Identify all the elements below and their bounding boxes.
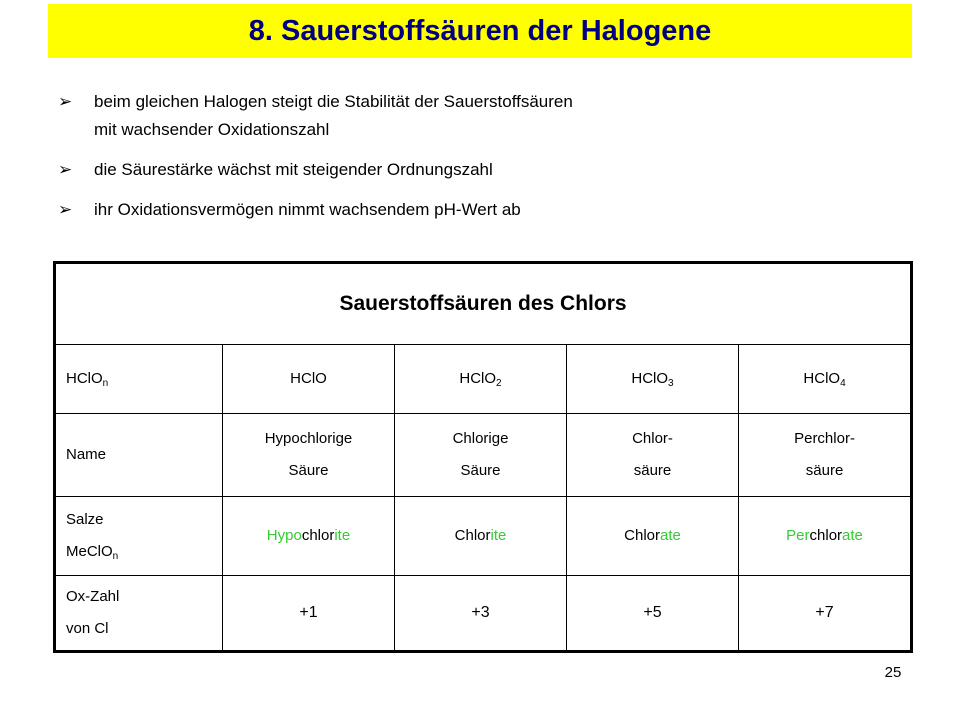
salt-name-cell xyxy=(567,497,739,576)
acid-name-cell xyxy=(739,414,912,497)
formula-subscript: n xyxy=(112,551,119,562)
acid-name-line: Säure xyxy=(288,462,329,479)
acid-name-cell xyxy=(567,414,739,497)
salt-name-segment: Chlor xyxy=(454,527,491,544)
salt-name-segment: Chlor xyxy=(624,527,660,544)
table-row xyxy=(55,576,912,652)
chlorine-oxoacids-table xyxy=(53,261,913,653)
formula-base: HClO xyxy=(631,370,669,387)
table-caption-row xyxy=(55,263,912,345)
formula-base: HClO xyxy=(290,370,327,387)
acid-name-line: säure xyxy=(633,462,672,479)
acid-name-line: Perchlor- xyxy=(794,430,855,447)
table-row xyxy=(55,414,912,497)
salts-label-line: Salze xyxy=(66,511,104,528)
bullet-item xyxy=(58,196,898,224)
arrowhead-bullet-icon: ➢ xyxy=(58,92,73,112)
formula-row-label xyxy=(55,345,223,414)
oxidation-number-cell: +5 xyxy=(567,576,739,652)
formula-cell xyxy=(567,345,739,414)
salts-label-formula xyxy=(66,536,216,568)
salt-name-segment: ate xyxy=(842,527,863,544)
acid-name-line: Hypochlorige xyxy=(264,430,353,447)
arrowhead-bullet-icon: ➢ xyxy=(58,160,73,180)
salts-row-label xyxy=(55,497,223,576)
formula-cell xyxy=(395,345,567,414)
bullet-line: beim gleichen Halogen steigt die Stabilität der Sauerstoffsäuren xyxy=(94,92,573,111)
formula-subscript: 3 xyxy=(668,378,674,389)
bullet-text xyxy=(94,156,493,184)
salt-name-segment: Hypo xyxy=(266,527,302,544)
bullet-item xyxy=(58,88,898,144)
formula-subscript: n xyxy=(102,378,109,389)
salt-name-segment: ite xyxy=(334,527,351,544)
oxidation-label-line: von Cl xyxy=(66,620,109,637)
formula-cell xyxy=(739,345,912,414)
oxidation-number-cell: +1 xyxy=(223,576,395,652)
salt-name-segment: chlor xyxy=(301,527,335,544)
formula-base: MeClO xyxy=(66,543,113,560)
oxidation-number-cell: +7 xyxy=(739,576,912,652)
salt-name-segment: Per xyxy=(786,527,810,544)
salt-name-cell xyxy=(395,497,567,576)
formula-cell xyxy=(223,345,395,414)
oxidation-row-label xyxy=(55,576,223,652)
salt-name-segment: ate xyxy=(660,527,681,544)
bullet-text xyxy=(94,196,521,224)
acid-name-line: Chlorige xyxy=(452,430,509,447)
formula-base: HClO xyxy=(66,370,103,387)
bullet-item xyxy=(58,156,898,184)
oxidation-label-line: Ox-Zahl xyxy=(66,588,120,605)
acid-name-line: Chlor- xyxy=(632,430,673,447)
slide-title: 8. Sauerstoffsäuren der Halogene xyxy=(248,14,712,47)
formula-base: HClO xyxy=(803,370,841,387)
table-row xyxy=(55,345,912,414)
table-caption: Sauerstoffsäuren des Chlors xyxy=(55,263,912,345)
acid-name-cell xyxy=(223,414,395,497)
bullet-text xyxy=(94,88,573,144)
salt-name-cell xyxy=(223,497,395,576)
salt-name-segment: chlor xyxy=(809,527,843,544)
title-bar xyxy=(48,4,912,58)
formula-subscript: 2 xyxy=(496,378,502,389)
bullet-list xyxy=(58,88,898,224)
acid-name-line: säure xyxy=(805,462,844,479)
salt-name-segment: ite xyxy=(490,527,507,544)
formula-subscript: 4 xyxy=(840,378,846,389)
page-number: 25 xyxy=(884,664,902,681)
bullet-line: die Säurestärke wächst mit steigender Ordnungszahl xyxy=(94,160,493,179)
acid-name-cell xyxy=(395,414,567,497)
acid-name-line: Säure xyxy=(460,462,501,479)
salt-name-cell xyxy=(739,497,912,576)
oxidation-number-cell: +3 xyxy=(395,576,567,652)
name-row-label: Name xyxy=(55,414,223,497)
formula-base: HClO xyxy=(459,370,497,387)
bullet-line: mit wachsender Oxidationszahl xyxy=(94,120,330,139)
arrowhead-bullet-icon: ➢ xyxy=(58,200,73,220)
bullet-line: ihr Oxidationsvermögen nimmt wachsendem pH-Wert ab xyxy=(94,200,521,219)
table-row xyxy=(55,497,912,576)
